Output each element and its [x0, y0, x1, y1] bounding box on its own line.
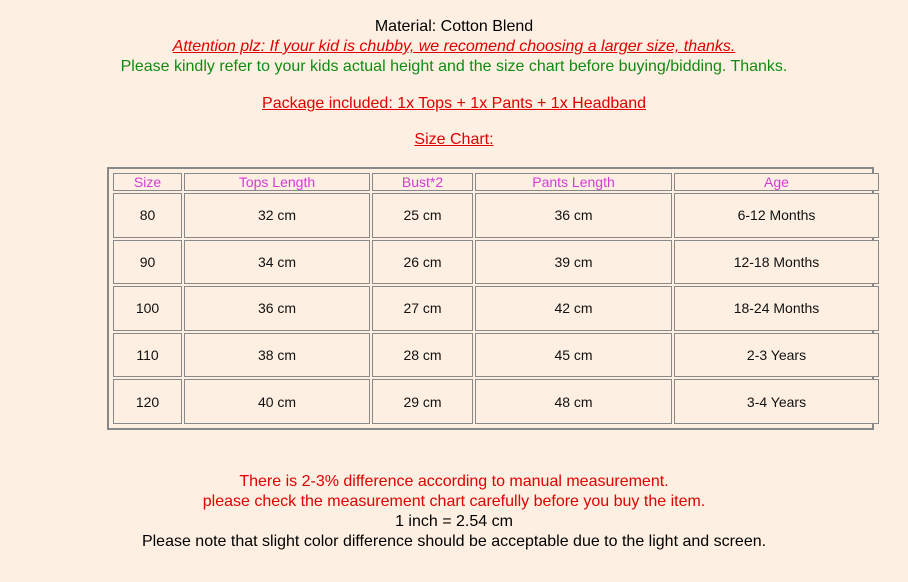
cell-bust: 26 cm	[372, 240, 473, 285]
cell-pants-length: 48 cm	[475, 379, 672, 424]
cell-size: 110	[113, 333, 182, 378]
cell-tops-length: 32 cm	[184, 193, 370, 238]
header-size: Size	[113, 173, 182, 191]
table-row	[113, 240, 879, 285]
table-row	[113, 286, 879, 331]
cell-size: 80	[113, 193, 182, 238]
attention-note: Attention plz: If your kid is chubby, we recomend choosing a larger size, thanks.	[172, 38, 736, 55]
header-bust: Bust*2	[372, 173, 473, 191]
size-chart-title: Size Chart:	[414, 131, 494, 148]
cell-pants-length: 36 cm	[475, 193, 672, 238]
cell-bust: 25 cm	[372, 193, 473, 238]
cell-pants-length: 42 cm	[475, 286, 672, 331]
cell-age: 3-4 Years	[674, 379, 879, 424]
header-tops-length: Tops Length	[184, 173, 370, 191]
header-pants-length: Pants Length	[475, 173, 672, 191]
cell-pants-length: 39 cm	[475, 240, 672, 285]
cell-size: 90	[113, 240, 182, 285]
cell-bust: 29 cm	[372, 379, 473, 424]
cell-size: 100	[113, 286, 182, 331]
cell-tops-length: 38 cm	[184, 333, 370, 378]
cell-age: 12-18 Months	[674, 240, 879, 285]
table-row	[113, 193, 879, 238]
table-row	[113, 333, 879, 378]
package-included-text: Package included: 1x Tops + 1x Pants + 1x Headband	[262, 95, 646, 112]
cell-tops-length: 34 cm	[184, 240, 370, 285]
color-difference-note: Please note that slight color difference should be acceptable due to the light and screen.	[141, 533, 767, 550]
cell-bust: 28 cm	[372, 333, 473, 378]
size-advice-note: Please kindly refer to your kids actual height and the size chart before buying/bidding. Thanks.	[120, 58, 788, 75]
size-chart-table	[111, 171, 881, 426]
cell-tops-length: 36 cm	[184, 286, 370, 331]
cell-tops-length: 40 cm	[184, 379, 370, 424]
inch-conversion-text: 1 inch = 2.54 cm	[395, 513, 513, 530]
check-chart-note: please check the measurement chart carefully before you buy the item.	[202, 493, 706, 510]
table-row	[113, 379, 879, 424]
cell-age: 2-3 Years	[674, 333, 879, 378]
measurement-difference-note: There is 2-3% difference according to manual measurement.	[239, 473, 669, 490]
material-text: Material: Cotton Blend	[374, 18, 534, 35]
header-age: Age	[674, 173, 879, 191]
cell-age: 18-24 Months	[674, 286, 879, 331]
cell-size: 120	[113, 379, 182, 424]
cell-age: 6-12 Months	[674, 193, 879, 238]
cell-bust: 27 cm	[372, 286, 473, 331]
size-chart-table-frame	[107, 167, 874, 430]
table-header-row	[113, 173, 879, 191]
cell-pants-length: 45 cm	[475, 333, 672, 378]
